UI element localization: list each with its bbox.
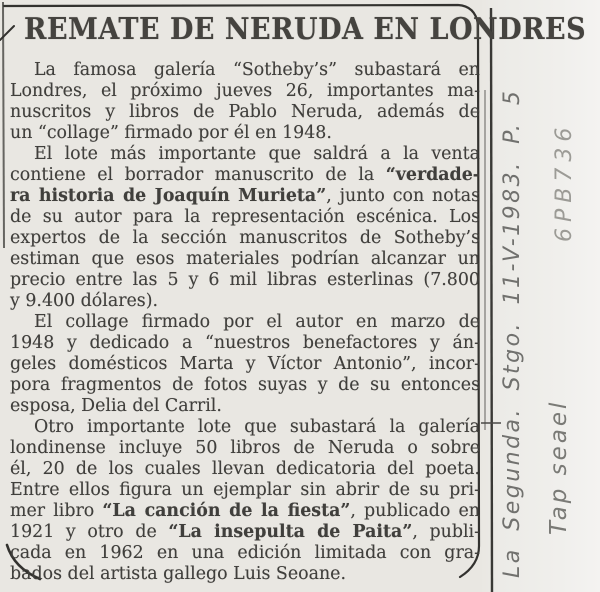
text-segment: él, 20 de los cuales llevan dedicatoria del poeta. xyxy=(10,459,480,479)
body-line xyxy=(10,396,480,417)
body-line xyxy=(10,417,480,438)
text-segment: 1948 y dedicado a “nuestros benefactores y án- xyxy=(10,333,480,353)
body-line xyxy=(10,228,480,249)
text-segment: estiman que esos materiales podrían alcanzar un xyxy=(10,249,480,269)
text-segment: Londres, el próximo jueves 26, importantes ma- xyxy=(10,81,480,101)
body-line xyxy=(10,165,480,186)
body-line xyxy=(10,543,480,564)
text-segment: mer libro xyxy=(10,501,103,521)
text-segment: precio entre las 5 y 6 mil libras esterlinas (7.800 xyxy=(10,270,480,290)
body-line xyxy=(10,249,480,270)
text-segment: londinense incluye 50 libros de Neruda o sobre xyxy=(10,438,480,458)
body-line xyxy=(10,480,480,501)
body-line xyxy=(10,459,480,480)
body-line xyxy=(10,207,480,228)
text-segment: y 9.400 dólares). xyxy=(10,291,159,311)
body-line xyxy=(10,312,480,333)
text-segment: , junto con notas xyxy=(326,186,480,206)
bold-text-segment: “verdade- xyxy=(385,165,480,185)
text-segment: cada en 1962 en una edición limitada con gra- xyxy=(10,543,480,563)
body-line xyxy=(10,186,480,207)
body-line xyxy=(10,375,480,396)
text-segment: esposa, Delia del Carril. xyxy=(10,396,222,416)
body-line xyxy=(10,123,480,144)
body-line xyxy=(10,354,480,375)
text-segment: , publi- xyxy=(412,522,480,542)
text-segment: , publicado en xyxy=(350,501,480,521)
handwritten-word-annotation: Tap seael xyxy=(546,399,572,535)
article-body xyxy=(10,60,480,585)
body-line xyxy=(10,564,480,585)
body-line xyxy=(10,438,480,459)
text-segment: El collage firmado por el autor en marzo de xyxy=(34,312,480,332)
text-segment: 1921 y otro de xyxy=(10,522,169,542)
bold-text-segment: ra historia de Joaquín Murieta” xyxy=(10,186,327,206)
body-line xyxy=(10,102,480,123)
article-headline: REMATE DE NERUDA EN LONDRES xyxy=(24,12,587,47)
text-segment: Otro importante lote que subastará la galería xyxy=(34,417,480,437)
body-line xyxy=(10,522,480,543)
bold-text-segment: “La insepulta de Paita” xyxy=(168,522,413,542)
text-segment: El lote más importante que saldrá a la venta xyxy=(34,144,480,164)
archive-code-annotation: 6PB736 xyxy=(552,121,577,242)
body-line xyxy=(10,81,480,102)
body-line xyxy=(10,270,480,291)
text-segment: bados del artista gallego Luis Seoane. xyxy=(10,564,346,584)
text-segment: un “collage” firmado por él en 1948. xyxy=(10,123,332,143)
text-segment: Entre ellos figura un ejemplar sin abrir de su pri- xyxy=(10,480,480,500)
body-line xyxy=(10,501,480,522)
text-segment: contiene el borrador manuscrito de la xyxy=(10,165,386,185)
text-segment: de su autor para la representación escénica. Los xyxy=(10,207,480,227)
text-segment: expertos de la sección manuscritos de Sotheby’s xyxy=(10,228,480,248)
body-line xyxy=(10,60,480,81)
text-segment: La famosa galería “Sotheby’s” subastará en xyxy=(34,60,480,80)
body-line xyxy=(10,144,480,165)
text-segment: pora fragmentos de fotos suyas y de su entonces xyxy=(10,375,480,395)
citation-annotation: La Segunda. Stgo. 11-V-1983. P. 5 xyxy=(500,88,525,578)
text-segment: geles domésticos Marta y Víctor Antonio”, incor- xyxy=(10,354,480,374)
bold-text-segment: “La canción de la fiesta” xyxy=(102,501,351,521)
body-line xyxy=(10,291,480,312)
body-line xyxy=(10,333,480,354)
text-segment: nuscritos y libros de Pablo Neruda, además de xyxy=(10,102,480,122)
